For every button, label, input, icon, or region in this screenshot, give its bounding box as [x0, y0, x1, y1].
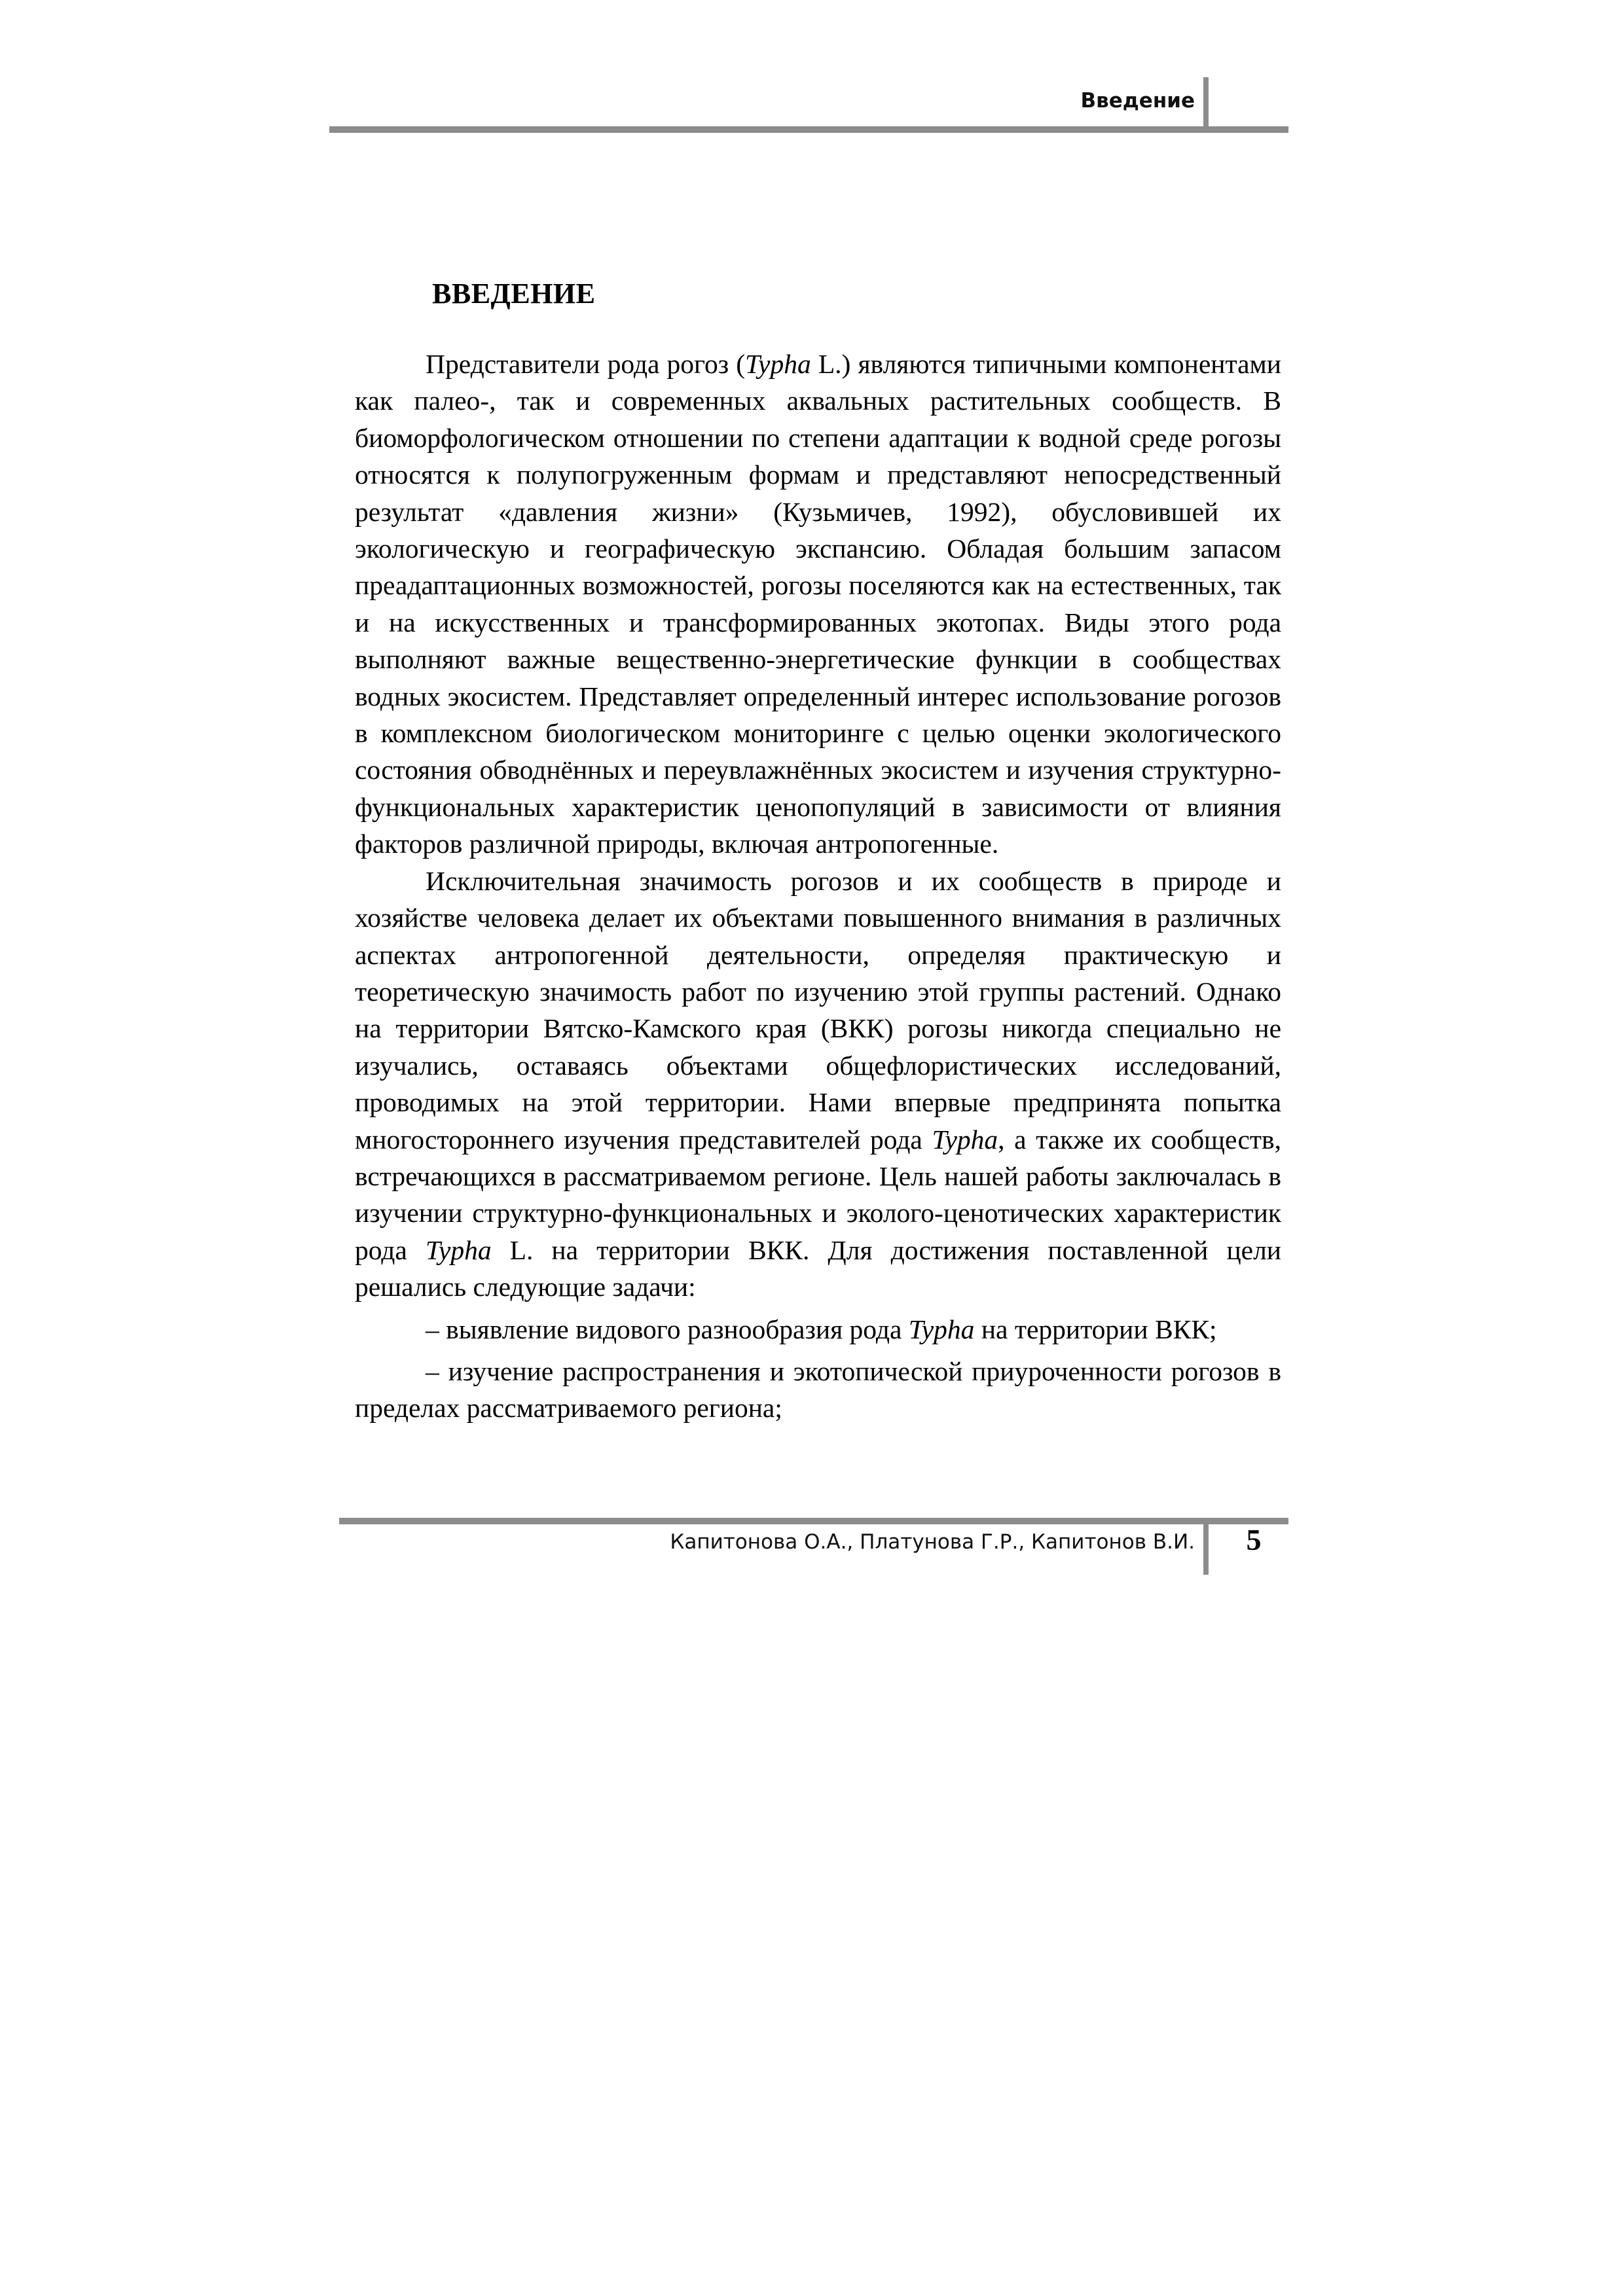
running-head: Введение [1080, 89, 1195, 113]
task-list-item: – выявление видового разнообразия рода Typha на территории ВКК; [426, 1314, 1217, 1344]
paragraph-1: Представители рода рогоз (Typha L.) являются типичными компонентами как палео-, так и современных аквальных растительных сообществ. В биоморфологическом отношении по степени адаптации к водной среде рогозы относятся к полупогруженным формам и представляют непосредственный результат «давления жизни» (Кузьмичев, 1992), обусловившей их экологическую и географическую экспансию. Обладая большим запасом преадаптационных возможностей, рогозы поселяются как на естественных, так и на искусственных и трансформированных экотопах. Виды этого рода выполняют важные вещественно-энергетические функции в сообществах водных экосистем. Представляет определенный интерес использование рогозов в комплексном биологическом мониторинге с целью оценки экологического состояния обводнённых и переувлажнённых экосистем и изучения структурно-функциональных характеристик ценопопуляций в зависимости от влияния факторов различной природы, включая антропогенные. [355, 349, 1281, 859]
genus-name: Typha [932, 1124, 998, 1155]
footer-vertical-rule [1203, 1520, 1209, 1575]
footer-rule [339, 1518, 1288, 1524]
genus-name: Typha [745, 349, 811, 379]
header-rule [329, 126, 1288, 133]
header-vertical-rule [1203, 77, 1209, 130]
genus-name: Typha [908, 1314, 975, 1344]
paragraph-2: Исключительная значимость рогозов и их сообществ в природе и хозяйстве человека делает их объектами повышенного внимания в различных аспектах антропогенной деятельности, определяя практическую и теоретическую значимость работ по изучению этой группы растений. Однако на территории Вятско-Камского края (ВКК) рогозы никогда специально не изучались, оставаясь объектами общефлористических исследований, проводимых на этой территории. Нами впервые предпринята попытка многостороннего изучения представителей рода Typha, а также их сообществ, встречающихся в рассматриваемом регионе. Цель нашей работы заключалась в изучении структурно-функциональных и эколого-ценотических характеристик рода Typha L. на территории ВКК. Для достижения поставленной цели решались следующие задачи: [355, 865, 1282, 1302]
task-list-item: – изучение распространения и экотопической приуроченности рогозов в пределах рассматриваемого региона; [355, 1355, 1281, 1424]
body-text [355, 346, 1281, 1427]
genus-name: Typha [425, 1234, 492, 1265]
footer-authors: Капитонова О.А., Платунова Г.Р., Капитонов В.И. [670, 1530, 1195, 1554]
section-title: ВВЕДЕНИЕ [432, 278, 596, 310]
page-number: 5 [1246, 1523, 1262, 1556]
